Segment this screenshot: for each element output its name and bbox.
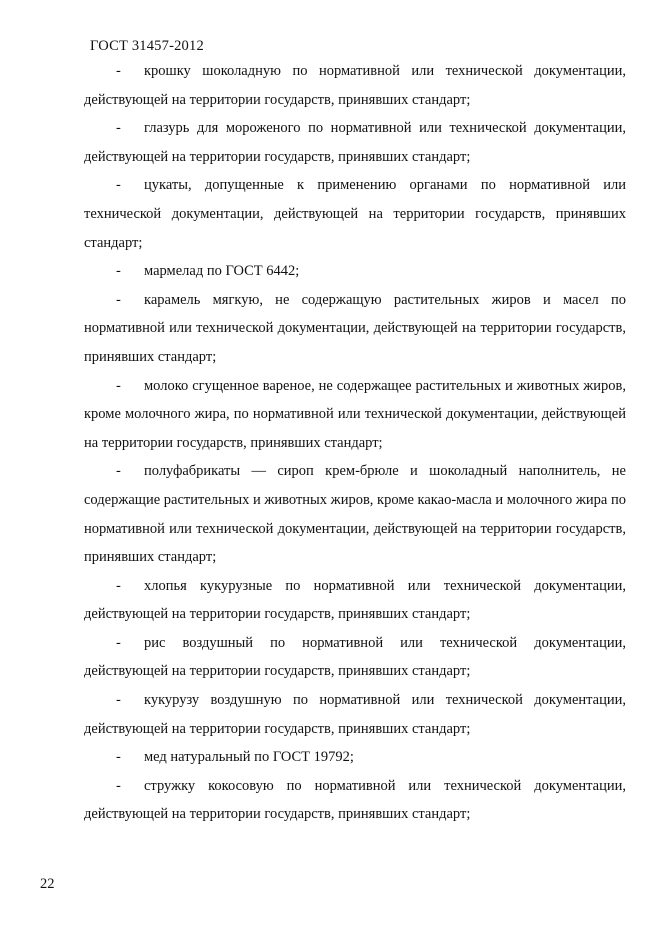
list-item-text: мармелад по ГОСТ 6442; bbox=[144, 263, 300, 280]
ingredient-list bbox=[84, 57, 626, 829]
document-header: ГОСТ 31457-2012 bbox=[90, 38, 204, 54]
list-bullet: - bbox=[116, 63, 121, 79]
list-item bbox=[84, 772, 626, 829]
list-item bbox=[84, 57, 626, 114]
list-bullet: - bbox=[116, 177, 121, 194]
list-item-text: полуфабрикаты — сироп крем-брюле и шоколадный наполнитель, не содержащие растительных и животных жиров, кроме какао-масла и молочного жира по нормативной или технической документации, действующей на территории государств, принявших стандарт; bbox=[84, 463, 626, 566]
page-number: 22 bbox=[40, 876, 55, 892]
list-bullet: - bbox=[116, 463, 121, 480]
list-item-text: глазурь для мороженого по нормативной или технической документации, действующей на территории государств, принявших стандарт; bbox=[84, 120, 626, 165]
list-item bbox=[84, 686, 626, 743]
list-item-text: карамель мягкую, не содержащую растительных жиров и масел по нормативной или технической документации, действующей на территории государств, принявших стандарт; bbox=[84, 291, 626, 365]
list-item bbox=[84, 457, 626, 571]
list-item bbox=[84, 572, 626, 629]
list-item-text: кукурузу воздушную по нормативной или технической документации, действующей на территории государств, принявших стандарт; bbox=[84, 692, 626, 737]
list-item bbox=[84, 372, 626, 458]
list-item-text: крошку шоколадную по нормативной или технической документации, действующей на территории государств, принявших стандарт; bbox=[84, 63, 626, 108]
list-bullet: - bbox=[116, 749, 121, 766]
list-item bbox=[84, 257, 626, 286]
list-item bbox=[84, 743, 626, 772]
list-bullet: - bbox=[116, 577, 121, 594]
list-item bbox=[84, 286, 626, 372]
list-item bbox=[84, 629, 626, 686]
list-item-text: мед натуральный по ГОСТ 19792; bbox=[144, 749, 354, 766]
list-bullet: - bbox=[116, 692, 121, 709]
list-item-text: цукаты, допущенные к применению органами по нормативной или технической документации, действующей на территории государств, принявших стандарт; bbox=[84, 177, 626, 251]
list-bullet: - bbox=[116, 291, 121, 308]
list-item-text: рис воздушный по нормативной или технической документации, действующей на территории государств, принявших стандарт; bbox=[84, 634, 626, 680]
list-item bbox=[84, 171, 626, 257]
list-item-text: стружку кокосовую по нормативной или технической документации, действующей на территории государств, принявших стандарт; bbox=[84, 777, 626, 823]
list-bullet: - bbox=[116, 634, 121, 651]
list-item-text: молоко сгущенное вареное, не содержащее растительных и животных жиров, кроме молочного жира, по нормативной или технической документации, действующей на территории государств, принявших стандарт; bbox=[84, 377, 626, 451]
list-bullet: - bbox=[116, 120, 121, 137]
list-bullet: - bbox=[116, 777, 121, 794]
list-item bbox=[84, 114, 626, 171]
list-bullet: - bbox=[116, 263, 121, 280]
list-bullet: - bbox=[116, 377, 121, 394]
list-item-text: хлопья кукурузные по нормативной или технической документации, действующей на территории государств, принявших стандарт; bbox=[84, 577, 626, 623]
